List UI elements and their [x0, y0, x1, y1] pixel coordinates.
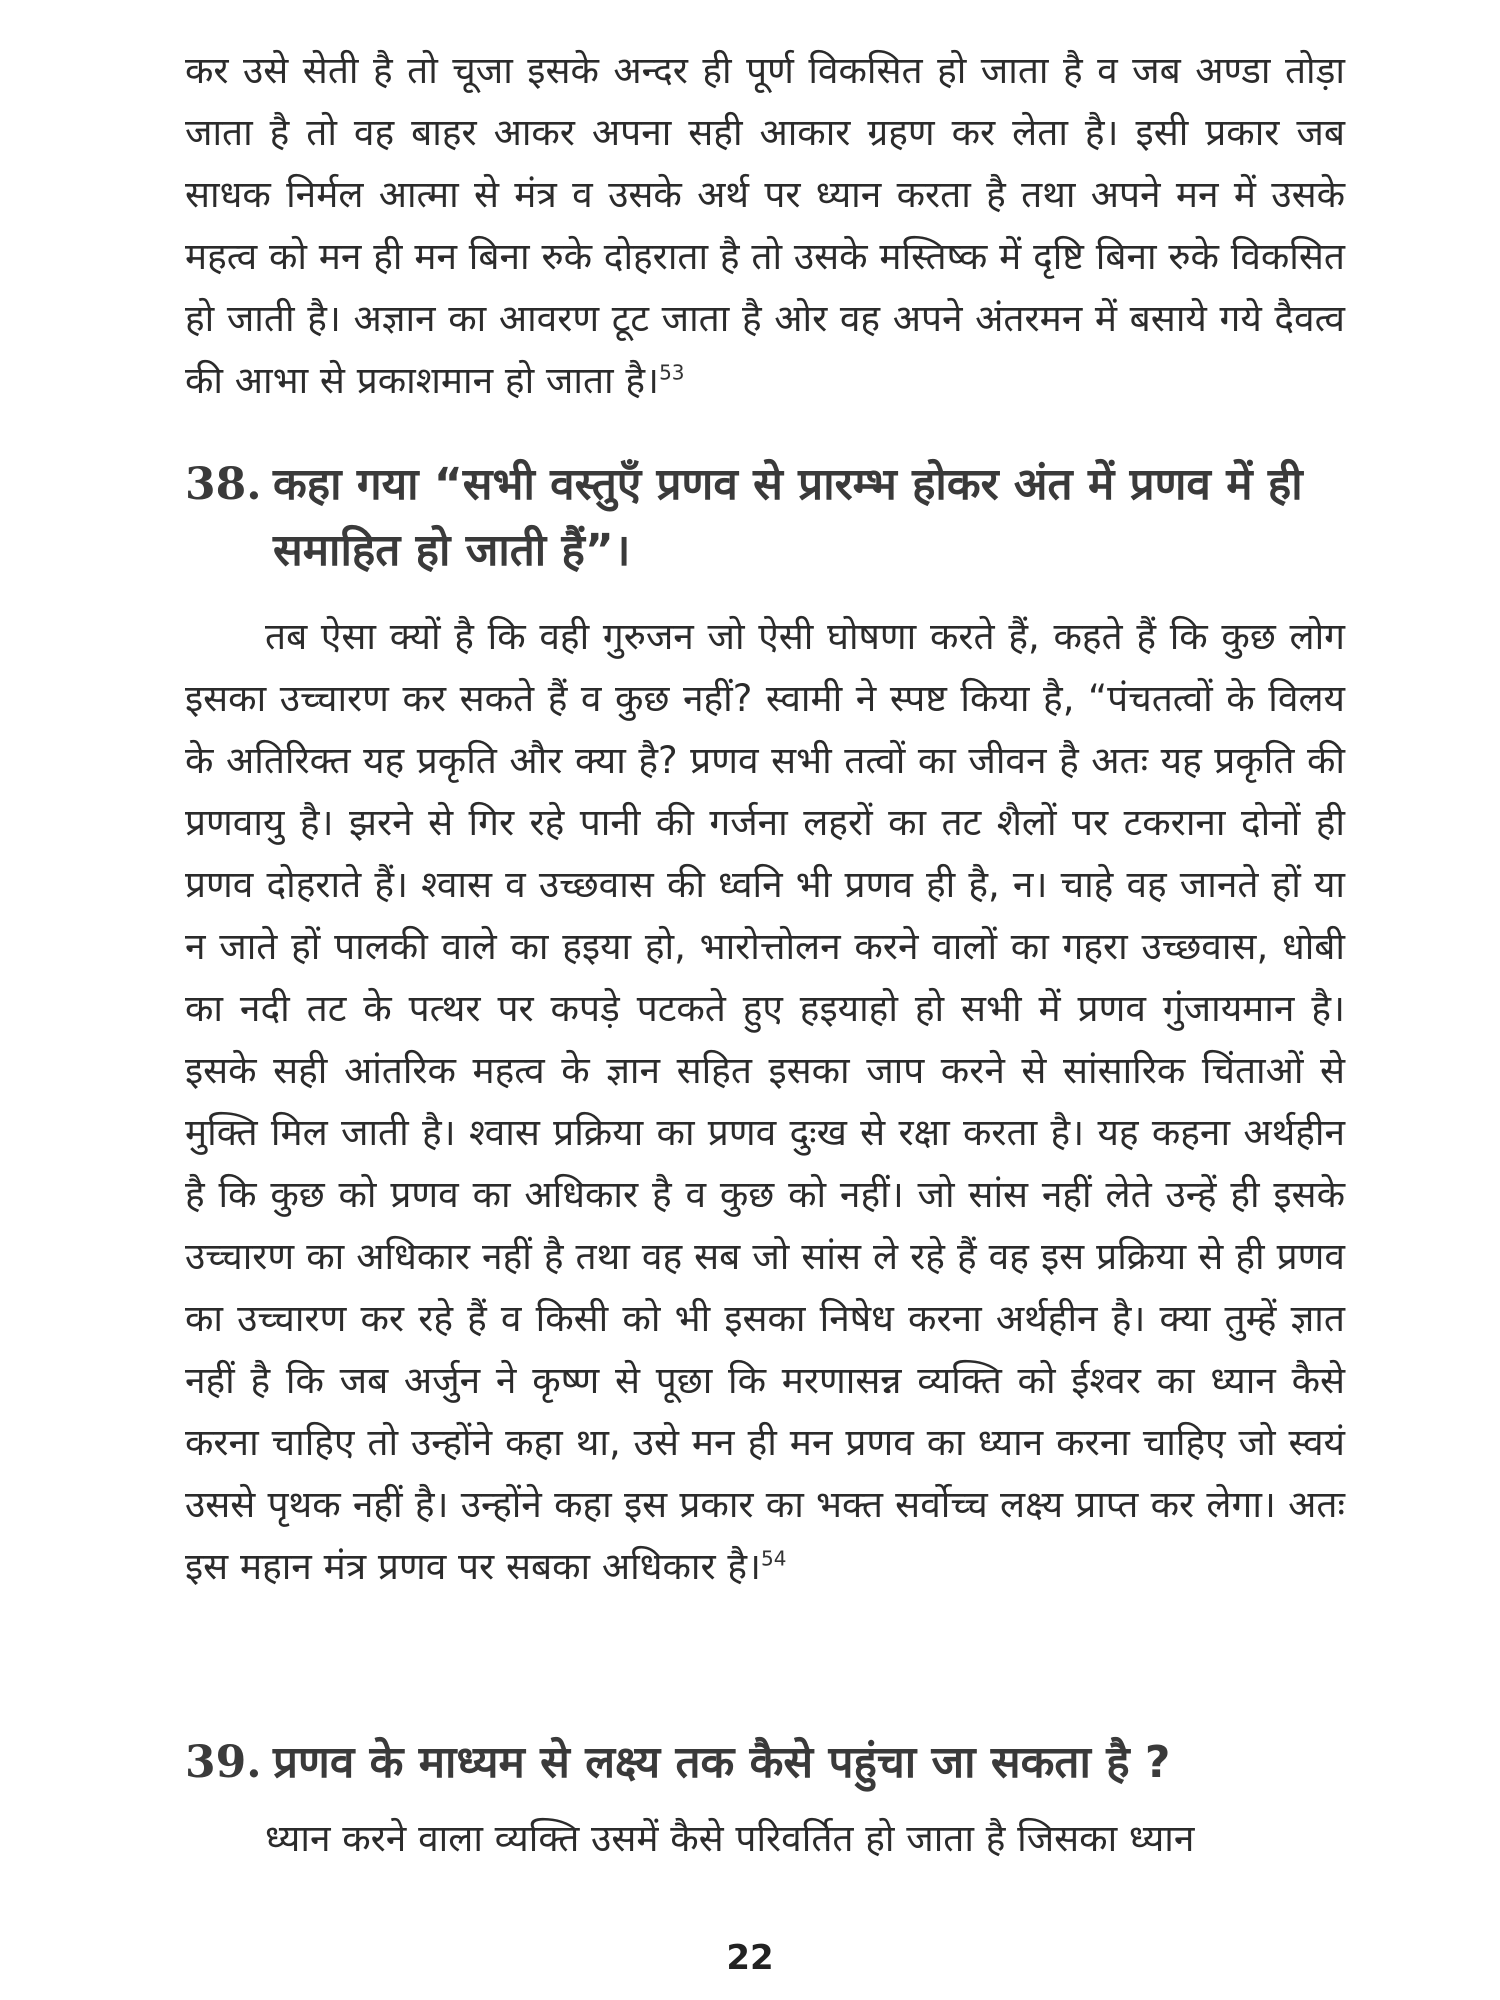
intro-paragraph	[185, 40, 1345, 412]
section-39-heading	[185, 1730, 1345, 1796]
section-39-title: प्रणव के माध्यम से लक्ष्य तक कैसे पहुंचा जा सकता है ?	[273, 1737, 1171, 1788]
footnote-marker-53: 53	[659, 360, 685, 385]
section-39-number: 39.	[185, 1737, 262, 1788]
page-number: 22	[726, 1938, 774, 1978]
section-38-title: कहा गया “सभी वस्तुएँ प्रणव से प्रारम्भ होकर अंत में प्रणव में ही समाहित हो जाती हैं”।	[273, 459, 1303, 576]
book-page	[185, 40, 1345, 1940]
section-38-number: 38.	[185, 459, 262, 510]
intro-paragraph-text: कर उसे सेती है तो चूजा इसके अन्दर ही पूर्ण विकसित हो जाता है व जब अण्डा तोड़ा जाता है तो वह बाहर आकर अपना सही आकार ग्रहण कर लेता है। इसी प्रकार जब साधक निर्मल आत्मा से मंत्र व उसके अर्थ पर ध्यान करता है तथा अपने मन में उसके महत्व को मन ही मन बिना रुके दोहराता है तो उसके मस्तिष्क में दृष्टि बिना रुके विकसित हो जाती है। अज्ञान का आवरण टूट जाता है ओर वह अपने अंतरमन में बसाये गये दैवत्व की आभा से प्रकाशमान हो जाता है।	[185, 49, 1345, 402]
section-38-heading	[185, 452, 1345, 584]
section-39-body	[185, 1808, 1345, 1870]
footnote-marker-54: 54	[761, 1546, 787, 1571]
section-39-body-text: ध्यान करने वाला व्यक्ति उसमें कैसे परिवर्तित हो जाता है जिसका ध्यान	[265, 1817, 1195, 1860]
section-38-body-text: तब ऐसा क्यों है कि वही गुरुजन जो ऐसी घोषणा करते हैं, कहते हैं कि कुछ लोग इसका उच्चारण कर सकते हैं व कुछ नहीं? स्वामी ने स्पष्ट किया है, “पंचतत्वों के विलय के अतिरिक्त यह प्रकृति और क्या है? प्रणव सभी तत्वों का जीवन है अतः यह प्रकृति की प्रणवायु है। झरने से गिर रहे पानी की गर्जना लहरों का तट शैलों पर टकराना दोनों ही प्रणव दोहराते हैं। श्वास व उच्छवास की ध्वनि भी प्रणव ही है, न। चाहे वह जानते हों या न जाते हों पालकी वाले का हइया हो, भारोत्तोलन करने वालों का गहरा उच्छवास, धोबी का नदी तट के पत्थर पर कपड़े पटकते हुए हइयाहो हो सभी में प्रणव गुंजायमान है। इसके सही आंतरिक महत्व के ज्ञान सहित इसका जाप करने से सांसारिक चिंताओं से मुक्ति मिल जाती है। श्वास प्रक्रिया का प्रणव दुःख से रक्षा करता है। यह कहना अर्थहीन है कि कुछ को प्रणव का अधिकार है व कुछ को नहीं। जो सांस नहीं लेते उन्हें ही इसके उच्चारण का अधिकार नहीं है तथा वह सब जो सांस ले रहे हैं वह इस प्रक्रिया से ही प्रणव का उच्चारण कर रहे हैं व किसी को भी इसका निषेध करना अर्थहीन है। क्या तुम्हें ज्ञात नहीं है कि जब अर्जुन ने कृष्ण से पूछा कि मरणासन्न व्यक्ति को ईश्वर का ध्यान कैसे करना चाहिए तो उन्होंने कहा था, उसे मन ही मन प्रणव का ध्यान करना चाहिए जो स्वयं उससे पृथक नहीं है। उन्होंने कहा इस प्रकार का भक्त सर्वोच्च लक्ष्य प्राप्त कर लेगा। अतः इस महान मंत्र प्रणव पर सबका अधिकार है।	[185, 615, 1345, 1588]
section-38-body	[185, 606, 1345, 1598]
